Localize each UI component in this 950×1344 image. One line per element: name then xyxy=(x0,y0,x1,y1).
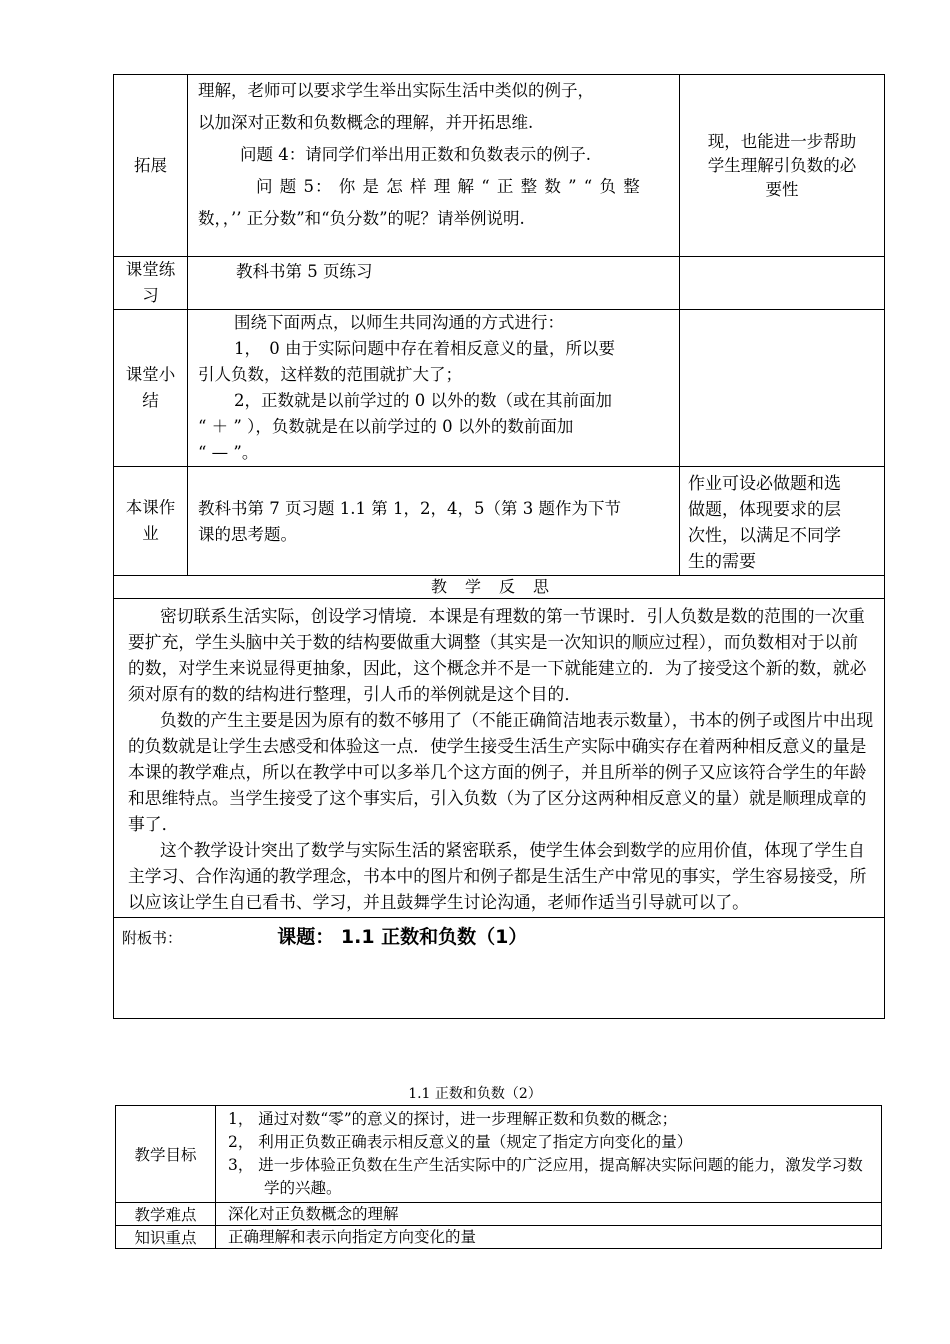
goals-row xyxy=(116,1106,882,1203)
extension-line: 以加深对正数和负数概念的理解，并开拓思维. xyxy=(198,113,534,132)
board-cell xyxy=(114,918,885,1019)
summary-line: 1， 0 由于实际问题中存在着相反意义的量，所以要 xyxy=(234,339,615,358)
summary-line: “ — ”。 xyxy=(198,443,259,462)
practice-label-line: 习 xyxy=(142,286,159,305)
extension-label: 拓展 xyxy=(114,75,188,257)
extension-note-line: 要性 xyxy=(765,179,799,199)
extension-note-line: 现，也能进一步帮助 xyxy=(707,131,857,151)
reflection-row xyxy=(114,599,885,918)
summary-label-line: 课堂小 xyxy=(125,365,176,384)
summary-label-line: 结 xyxy=(142,391,159,410)
homework-row xyxy=(114,467,885,576)
key-point-row xyxy=(116,1226,882,1249)
practice-label-line: 课堂练 xyxy=(125,260,176,279)
practice-label xyxy=(114,257,188,310)
homework-note-line: 作业可设必做题和选 xyxy=(688,474,841,494)
homework-content xyxy=(188,467,680,576)
homework-label-line: 本课作 xyxy=(125,498,176,517)
reflection-paragraph: 这个教学设计突出了数学与实际生活的紧密联系，使学生体会到数学的应用价值，体现了学生自主学习、合作沟通的教学理念，书本中的图片和例子都是生活生产中常见的事实，学生容易接受，所以应该让学生自已看书、学习，并且鼓舞学生讨论沟通，老师作适当引导就可以了。 xyxy=(128,840,867,912)
goals-label: 教学目标 xyxy=(116,1106,216,1203)
extension-content xyxy=(188,75,680,257)
reflection-content xyxy=(114,599,885,918)
extension-note-line: 学生理解引负数的必 xyxy=(707,155,857,175)
section-title: 1.1 正数和负数（2） xyxy=(408,1086,542,1102)
summary-content xyxy=(188,310,680,467)
summary-line: “ ＋ ” ），负数就是在以前学过的 0 以外的数前面加 xyxy=(198,417,574,436)
summary-line: 围绕下面两点，以师生共同沟通的方式进行： xyxy=(234,313,564,332)
extension-line: 数，，’’ 正分数”和“负分数”的呢？请举例说明. xyxy=(198,209,525,228)
key-point-content: 正确理解和表示向指定方向变化的量 xyxy=(216,1226,882,1249)
extension-question-4: 问题 4：请同学们举出用正数和负数表示的例子. xyxy=(240,145,591,164)
difficulty-content: 深化对正负数概念的理解 xyxy=(216,1203,882,1226)
reflection-heading-row xyxy=(114,576,885,599)
reflection-paragraph: 密切联系生活实际，创设学习情境．本课是有理数的第一节课时．引人负数是数的范围的一次重要扩充，学生头脑中关于数的结构要做重大调整（其实是一次知识的顺应过程），而负数相对于以前的数，对学生来说显得更抽象，因此，这个概念并不是一下就能建立的．为了接受这个新的数，就必须对原有的数的结构进行整理，引人币的举例就是这个目的． xyxy=(128,606,867,704)
homework-note-line: 生的需要 xyxy=(688,552,756,572)
objectives-table xyxy=(115,1105,882,1249)
practice-row xyxy=(114,257,885,310)
summary-label xyxy=(114,310,188,467)
goal-item: 1， 通过对数“零”的意义的探讨，进一步理解正数和负数的概念； xyxy=(228,1110,678,1128)
homework-note-line: 次性，以满足不同学 xyxy=(688,526,841,546)
difficulty-label: 教学难点 xyxy=(116,1203,216,1226)
board-label: 附板书： xyxy=(122,929,183,947)
goal-item: 3， 进一步体验正负数在生产生活实际中的广泛应用，提高解决实际问题的能力，激发学习数学的兴趣。 xyxy=(228,1156,863,1197)
homework-line: 教科书第 7 页习题 1.1 第 1，2，4，5（第 3 题作为下节 xyxy=(198,499,621,518)
goal-item: 2， 利用正负数正确表示相反意义的量（规定了指定方向变化的量） xyxy=(228,1133,693,1151)
reflection-heading: 教学反思 xyxy=(114,576,885,599)
homework-line: 课的思考题。 xyxy=(198,525,297,544)
goals-content xyxy=(216,1106,882,1203)
homework-note-line: 做题，体现要求的层 xyxy=(688,500,841,520)
practice-note xyxy=(680,257,885,310)
extension-line: 理解，老师可以要求学生举出实际生活中类似的例子， xyxy=(198,81,594,100)
practice-content: 教科书第 5 页练习 xyxy=(188,257,680,310)
key-point-label: 知识重点 xyxy=(116,1226,216,1249)
homework-note xyxy=(680,467,885,576)
extension-question-5: 问 题 5： 你 是 怎 样 理 解 “ 正 整 数 ” “ 负 整 xyxy=(256,177,641,196)
board-title: 课题： 1.1 正数和负数（1） xyxy=(277,926,528,948)
difficulty-row xyxy=(116,1203,882,1226)
homework-label xyxy=(114,467,188,576)
extension-row xyxy=(114,75,885,257)
extension-note xyxy=(680,75,885,257)
summary-row xyxy=(114,310,885,467)
homework-label-line: 业 xyxy=(142,524,159,543)
reflection-paragraph: 负数的产生主要是因为原有的数不够用了（不能正确简洁地表示数量），书本的例子或图片中出现的负数就是让学生去感受和体验这一点．使学生接受生活生产实际中确实存在着两种相反意义的量是本课的教学难点，所以在教学中可以多举几个这方面的例子，并且所举的例子又应该符合学生的年龄和思维特点。当学生接受了这个事实后，引入负数（为了区分这两种相反意义的量）就是顺理成章的事了． xyxy=(128,710,874,834)
lesson-plan-table xyxy=(113,74,885,1019)
summary-line: 引人负数，这样数的范围就扩大了； xyxy=(198,365,462,384)
board-row xyxy=(114,918,885,1019)
summary-note xyxy=(680,310,885,467)
summary-line: 2，正数就是以前学过的 0 以外的数（或在其前面加 xyxy=(234,391,612,410)
